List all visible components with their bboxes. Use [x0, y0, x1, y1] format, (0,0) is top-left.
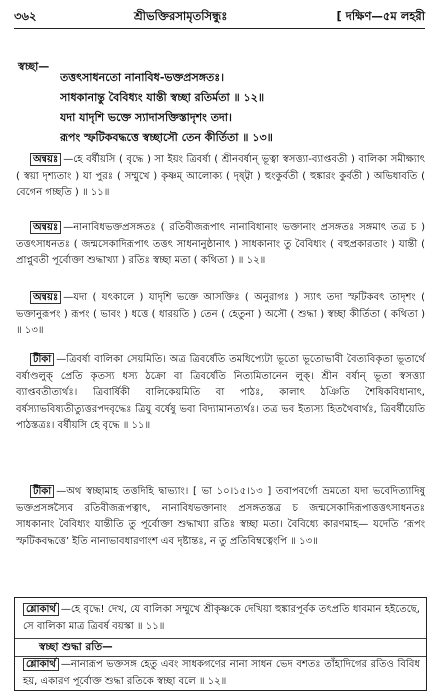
shlokartha-12 [23, 657, 420, 690]
anvaya-text: —নানাবিধভক্তপ্রসঙ্গতঃ ( রতিবীজরূপাৎ নানাবিধানাং ভক্তানাং প্রসঙ্গতঃ সঙ্গমাৎ তত্র চ ) তত্তৎসাধনতঃ ( জন্মসেকাদিরূপাৎ তত্তৎ সাধনানুষ্ঠানাৎ ) সাধকানাং তু বৈবিধ্যং ( বহুপ্রকারতাং ) যান্তী ( প্রাপ্নুবতী পূর্বোক্তা শুদ্ধাখ্যা ) রতিঃ স্বচ্ছা মতা ( কথিতা ) ॥ ১২॥ [16, 222, 425, 266]
verse-line: সাধকানান্তু বৈবিধ্যং যান্তী স্বচ্ছা রতির্মতা ॥ ১২॥ [60, 91, 265, 104]
shlokartha-label: শ্লোকার্থ [23, 603, 59, 616]
shlokartha-label: শ্লোকার্থ [23, 658, 59, 671]
page-number: ৩৬২ [14, 9, 37, 23]
verse-line: রূপং স্ফটিকবদ্ধত্তে স্বচ্ছাসৌ তেন কীর্তিতা ॥ ১৩॥ [60, 131, 273, 144]
anvaya-13 [16, 290, 425, 340]
anvaya-11 [16, 152, 425, 202]
tika-11 [16, 352, 425, 435]
svachha-heading: স্বচ্ছা— [18, 60, 50, 73]
box-divider [15, 638, 426, 639]
tika-label: টীকা [30, 353, 54, 366]
translation-box [14, 597, 427, 691]
anvaya-label: অন্বয়ঃ [30, 153, 61, 166]
anvaya-label: অন্বয়ঃ [30, 291, 61, 304]
anvaya-text: —হে বর্ষীয়সি ( বৃদ্ধে ) সা ইয়ং ত্রিবর্ষা ( শ্রীনবর্ষান্ ভূত্বা স্বসত্ত্যা-ব্যাপ্তবতী ) বালিকা সমীক্ষ্যাৎ ( স্বয়া দৃশ্যতাং ) যা পুরঃ ( সম্মুখে ) কৃষ্ণম্ আলোক্য ( দৃষ্ট্বা ) হুংকুর্বতী ( হুঙ্কারং কুর্বতী ) অভিধাবতি ( বেগেন গচ্ছতি ) ॥ ১১॥ [16, 154, 425, 198]
section-label: [ দক্ষিণ—৫ম লহরী [336, 9, 425, 23]
anvaya-text: —যদা ( যৎকালে ) যাদৃশি ভক্তে আসক্তিঃ ( অনুরাগঃ ) স্যাৎ তদা স্ফটিকবৎ তাদৃশং ( ভক্তানুরূপং ) রূপং ( ভাবং ) ধত্তে ( ধারয়তি ) তেন ( হেতুনা ) অসৌ ( শুদ্ধা ) স্বচ্ছা কীর্তিতা ( কথিতা ) ॥ ১৩॥ [16, 292, 425, 336]
verse-line: তত্তৎসাধনতো নানাবিধ-ভক্তপ্রসঙ্গতঃ। [60, 71, 225, 84]
shlokartha-11 [23, 602, 420, 635]
anvaya-12 [16, 220, 425, 270]
tika-text: —অথ স্বচ্ছামাহ তত্তদিহি দ্বাভ্যাং। [ ভা ১০।১৫।১৩ ] তবাপবর্গো ভ্রমতো যদা ভবেদিত্যাদিষু ভক্তপ্রসঙ্গস্যৈব রতিবীজরূপত্বাৎ, নানাবিধভক্তানাং প্রসঙ্গতস্তত্র চ জন্মসেকাদিরূপাত্তত্তৎসাধনতঃ সাধকানাং বৈবিধ্যং যান্তীতি তু পূর্বোক্তা শুদ্ধাখ্যা রতিঃ স্বচ্ছা মতা। বৈবিধ্যে কারণমাহ— যদেতি ‘রূপং স্ফটিকবদ্ধত্তে’ ইতি নানাভাবধারণাংশ এব দৃষ্টান্তঃ, ন তু প্রতিবিম্বত্বেংপি ॥ ১৩॥ [16, 486, 425, 547]
tika-text: —ত্রিবর্ষা বালিকা সেয়মিতি। অত্র ত্রিবর্ষেতি তমধিপ্যেটা ভূতো ভূতোভাবী বৈত্যবিকৃতা ভূতার্থে বর্ষাণ্ডলুক্ প্রেতি কৃতস্য ধস্য ঠক্রো বা ত্রিবর্ষেতি নিত্যমিতানেন লুক্। শ্রীন বর্ষান্ ভূতা স্বসত্ত্যা ব্যাপ্তবতীত্যর্থঃ। ত্রিবার্ষিকী বালিকেয়মিতি বা পাঠঃ, কালাৎ ঠঞিতি শৈষিকবিধানাৎ, বর্ষস্যাভবিষ্যতীত্যুত্তরপদবৃদ্ধেঃ ত্রিযু বর্ষেষু ভবা বিদ্যামানত্যর্থঃ। তত্র ভব ইত্যস্য হিতথৈবার্থঃ, ত্রিবর্ষীয়েতি পাঠস্তত্রঃ। বর্ষীয়সি হে বৃদ্ধে ॥ ১১॥ [16, 354, 425, 431]
tika-13 [16, 484, 425, 550]
book-title: শ্রীভক্তিরসামৃতসিন্ধুঃ [134, 9, 228, 23]
anvaya-label: অন্বয়ঃ [30, 221, 61, 234]
tika-label: টীকা [30, 485, 54, 498]
sanskrit-verse [60, 68, 423, 148]
page-header [14, 6, 425, 26]
sub-heading: স্বচ্ছা শুদ্ধা রতি— [39, 641, 113, 653]
verse-line: যদা যাদৃশি ভক্তে স্যাদাসক্তিস্তাদৃশং তদা। [60, 111, 232, 124]
shlokartha-text: —নানারূপ ভক্তসঙ্গ হেতু এবং সাধকগণের নানা সাধন ভেদ বশতঃ তাঁহাদিগের রতিও বিবিধ হয়, একারণ পূর্বোক্ত শুদ্ধা রতিকে স্বচ্ছা বলে ॥ ১২॥ [23, 659, 420, 687]
shlokartha-text: —হে বৃদ্ধে! দেখ, যে বালিকা সম্মুখে শ্রীকৃষ্ণকে দেখিয়া হুঙ্কারপূর্বক তৎপ্রতি ধাবমান হইতেছে, সে বালিকা মাত্র ত্রিবর্ষ বয়স্কা ॥ ১১॥ [23, 604, 420, 632]
header-rule [14, 28, 425, 29]
